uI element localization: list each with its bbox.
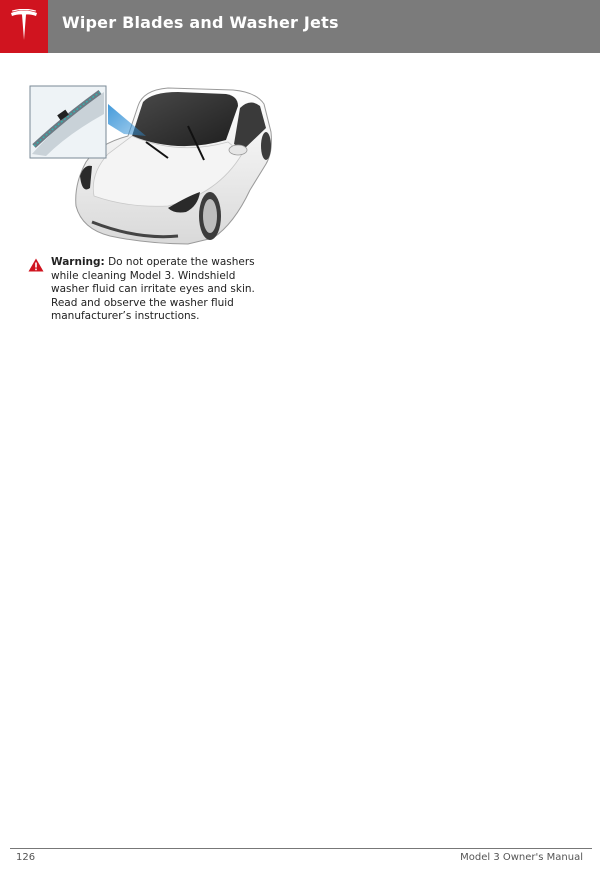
warning-body: Do not operate the washers while cleaning Model 3. Windshield washer fluid can irritate eyes and skin. Read and observe the washer fluid manufacturer’s instructions.	[51, 256, 255, 323]
tesla-logo	[0, 0, 48, 53]
warning-triangle-icon	[28, 258, 44, 272]
manual-title: Model 3 Owner's Manual	[460, 852, 583, 863]
footer-divider	[10, 848, 592, 849]
page-title: Wiper Blades and Washer Jets	[62, 13, 339, 32]
page-header	[0, 0, 600, 53]
page-number: 126	[16, 852, 36, 863]
tesla-logo-icon	[9, 9, 39, 44]
warning-text	[51, 256, 261, 324]
warning-label: Warning:	[51, 256, 105, 268]
car-illustration	[28, 84, 276, 250]
